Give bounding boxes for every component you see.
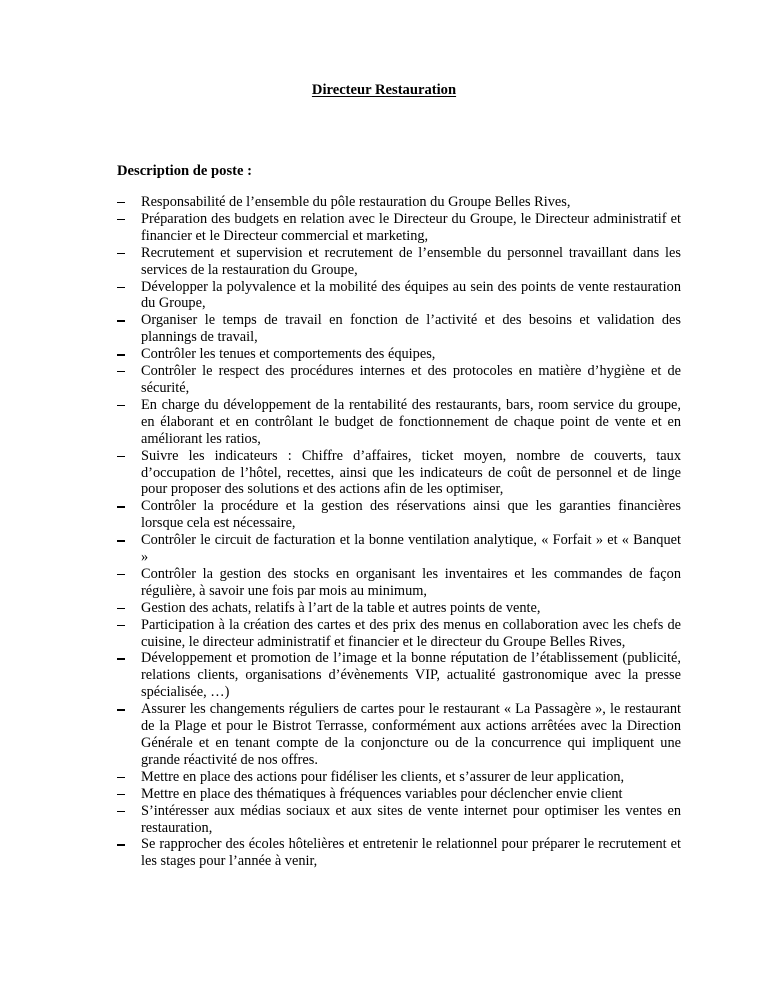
section-heading: Description de poste : — [117, 163, 252, 179]
list-item — [117, 346, 681, 363]
list-item-text: Se rapprocher des écoles hôtelières et entretenir le relationnel pour préparer le recrutement et les stages pour l’année à venir, — [141, 836, 681, 870]
list-item-text: Assurer les changements réguliers de cartes pour le restaurant « La Passagère », le restaurant de la Plage et pour le Bistrot Terrasse, conformément aux actions arrêtées avec la Direction Générale et en tenant compte de la conjoncture ou de la concurrence qui impliquent une grande réactivité de nos offres. — [141, 701, 681, 768]
list-item-text: Contrôler la gestion des stocks en organisant les inventaires et les commandes de façon régulière, à savoir une fois par mois au minimum, — [141, 565, 681, 599]
list-item — [117, 245, 681, 279]
list-item-text: S’intéresser aux médias sociaux et aux sites de vente internet pour optimiser les ventes en restauration, — [141, 802, 681, 836]
list-item-text: Organiser le temps de travail en fonction de l’activité et des besoins et validation des plannings de travail, — [141, 312, 681, 346]
list-item-text: Préparation des budgets en relation avec le Directeur du Groupe, le Directeur administratif et financier et le Directeur commercial et marketing, — [141, 210, 681, 244]
list-item — [117, 701, 681, 769]
list-item-text: Participation à la création des cartes et des prix des menus en collaboration avec les chefs de cuisine, le directeur administratif et financier et le directeur du Groupe Belles Rives, — [141, 616, 681, 650]
list-item — [117, 448, 681, 499]
list-item — [117, 211, 681, 245]
list-item-text: Contrôler le circuit de facturation et la bonne ventilation analytique, « Forfait » et « Banquet » — [141, 532, 681, 566]
document-title: Directeur Restauration — [311, 82, 457, 98]
list-item — [117, 836, 681, 870]
list-item — [117, 803, 681, 837]
list-item — [117, 617, 681, 651]
list-item-text: En charge du développement de la rentabilité des restaurants, bars, room service du groupe, en élaborant et en contrôlant le budget de fonctionnement de chaque point de vente et en améliorant les ratios, — [141, 396, 681, 447]
list-item-text: Développer la polyvalence et la mobilité des équipes au sein des points de vente restauration du Groupe, — [141, 278, 681, 312]
list-item — [117, 194, 681, 211]
list-item — [117, 363, 681, 397]
list-item-text: Mettre en place des actions pour fidéliser les clients, et s’assurer de leur application, — [141, 768, 625, 785]
list-item — [117, 600, 681, 617]
list-item-text: Gestion des achats, relatifs à l’art de la table et autres points de vente, — [141, 599, 541, 616]
list-item-text: Contrôler la procédure et la gestion des réservations ainsi que les garanties financières lorsque cela est nécessaire, — [141, 498, 681, 532]
list-item — [117, 566, 681, 600]
list-item-text: Responsabilité de l’ensemble du pôle restauration du Groupe Belles Rives, — [141, 194, 571, 210]
list-item — [117, 397, 681, 448]
list-item — [117, 312, 681, 346]
list-item — [117, 532, 681, 566]
duties-list — [117, 194, 681, 870]
list-item-text: Mettre en place des thématiques à fréquences variables pour déclencher envie client — [141, 785, 623, 802]
list-item-text: Recrutement et supervision et recrutement de l’ensemble du personnel travaillant dans les services de la restauration du Groupe, — [141, 244, 681, 278]
list-item — [117, 498, 681, 532]
list-item-text: Contrôler le respect des procédures internes et des protocoles en matière d’hygiène et de sécurité, — [141, 363, 681, 396]
list-item-text: Développement et promotion de l’image et la bonne réputation de l’établissement (publicité, relations clients, organisations d’évènements VIP, actualité gastronomique avec la presse spécialisée, …) — [141, 650, 681, 701]
list-item — [117, 650, 681, 701]
list-item — [117, 769, 681, 786]
list-item-text: Contrôler les tenues et comportements des équipes, — [141, 346, 436, 363]
list-item-text: Suivre les indicateurs : Chiffre d’affaires, ticket moyen, nombre de couverts, taux d’occupation de l’hôtel, recettes, ainsi que les indicateurs de coût de personnel et de linge pour proposer des solutions et des actions afin de les optimiser, — [141, 447, 681, 498]
list-item — [117, 786, 681, 803]
list-item — [117, 279, 681, 313]
